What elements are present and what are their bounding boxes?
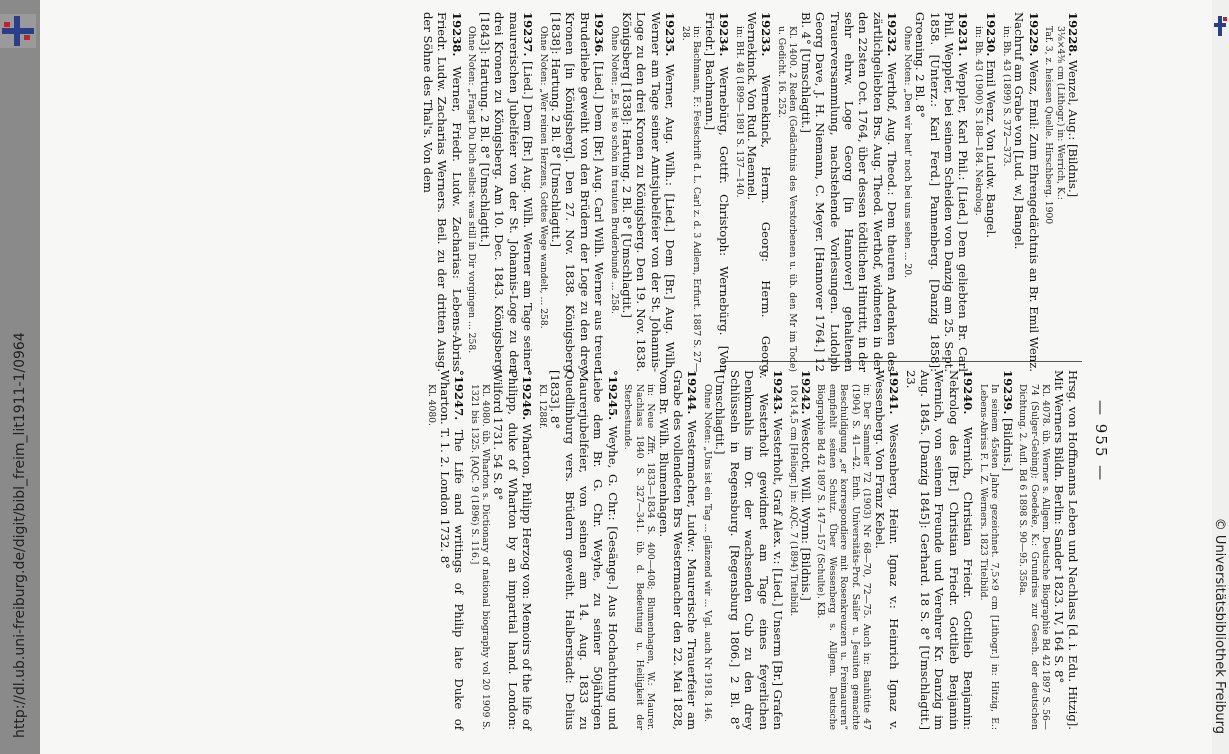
entry-number: °19246. bbox=[520, 370, 535, 421]
entry-body: Kl. 1288f. bbox=[536, 384, 548, 430]
entry-note: Ohne Noten: „Den wir heut' noch bei uns sehen ... 20. bbox=[901, 26, 913, 278]
entry-number: 19242. bbox=[798, 370, 813, 415]
copyright-notice: © Universitätsbibliothek Freiburg bbox=[1212, 517, 1227, 734]
entry-body: in: BH. 48 (1899—1891 S. 137—140. bbox=[733, 26, 745, 198]
bibliography-entry bbox=[537, 12, 606, 372]
bibliography-entry bbox=[815, 370, 901, 730]
entry-number: 19243. bbox=[771, 370, 786, 415]
bibliography-entry bbox=[903, 370, 975, 730]
entry-heading: Wessenberg, Heinr. Ignaz v.: Heinrich Ignaz v. Wessenberg. Von Franz Kebel. bbox=[872, 370, 902, 730]
entry-number: 19236. bbox=[592, 12, 607, 57]
page-url[interactable]: http://dl.ub.uni-freiburg.de/digit/bibl_freim_lit1911-1/0964 bbox=[12, 332, 28, 738]
bibliography-entry bbox=[1000, 12, 1040, 372]
bibliography-entry bbox=[536, 370, 620, 730]
entry-heading: [Lied.] Dem [Br.] Aug. Carl Wilh. Werner aus treuer Bruderliebe geweiht von den Brüdern der Loge zu den drey Kronen [in Königsberg]. Den 27. Nov. 1838. Königsberg [1838]: Hartung. 2 Bl. 8° [Umschlagtit.] bbox=[548, 12, 607, 372]
entry-body: in: Neue Zffr. 1833—1834 S. 400—408; Blumenhagen, W.: Maurer. Nachlass 1840 S. 327—341. üb. d. Bedeutung u. Heiligkeit der Sterbestunde. bbox=[622, 384, 657, 730]
bibliography-entry bbox=[1043, 12, 1080, 372]
entry-number: 19239. bbox=[1000, 370, 1015, 415]
entry-number: 19229. bbox=[1026, 12, 1041, 57]
unibib-logo-icon bbox=[1214, 14, 1228, 38]
bibliography-entry bbox=[733, 12, 773, 372]
entry-note: Ohne Noten: „Fragst Du Dich selbst: was still in Dir vorgingen ... 258. bbox=[466, 26, 478, 354]
bibliography-entry bbox=[977, 370, 1014, 730]
entry-heading: Westermacher, Ludw.: Maurerische Trauerfeier am Grabe des vollendeten Brs Westermacher den 22. Mai 1828, vom Br. Wilh. Blumenhagen. bbox=[656, 370, 700, 730]
entry-heading: [Lied.] Dem [Br.] Aug. Wilh. Werner am Tage seiner maurerischen Jubelfeier von der St. Johannis-Loge zu den drei Kronen zu Königsberg. Am 10. Dec. 1843. Königsberg [1843]: Hartung. 2 Bl. 8° [Umschlagtit.] bbox=[477, 12, 536, 372]
entry-note: Kl. 1400. 2 Reden (Gedächtnis des Verstorbenen u. üb. den Mr im Tode) u. Gedicht. 16. 252. bbox=[775, 26, 799, 372]
rotated-page-content bbox=[100, 0, 1110, 754]
entry-heading: Werner, Friedr. Ludw. Zacharias: Lebens-Abriss Friedr. Ludw. Zacharias Werners. Beil. zu der dritten Ausg. der Söhne des Thal's. Von dem bbox=[421, 12, 464, 372]
entry-heading: Wenzel, Aug.: [Bildnis.] bbox=[1066, 56, 1080, 198]
entry-heading: Hrsg. von Hoffmanns Leben und Nachlass [d. i. Edu. Hitzig]. Mit Werners Bildn. Berlin: Sander 1823. IV, 164 S. 8° bbox=[1051, 370, 1080, 730]
entry-note: Taf. 3, z. heissen Quelle. Hirschberg. 1900 bbox=[1043, 26, 1055, 225]
page-url-label-wrap bbox=[8, 0, 36, 754]
entry-heading: [Bildnis.] bbox=[1000, 414, 1015, 472]
bibliography-entry bbox=[466, 12, 535, 372]
bibliography-entry bbox=[421, 12, 464, 372]
entry-heading: Wharton, Philipp Herzog von: Memoirs of the life of Philipp, duke of Wharton by an impartial hand. London: Wilford 1731. 54 S. 8° bbox=[491, 370, 535, 730]
entry-number: 19228. bbox=[1066, 12, 1080, 57]
entry-body: in: Bh. 43 (1900) S. 188—184. Nekrolog. bbox=[972, 26, 984, 216]
entry-heading: Weppler, Karl Phil.: [Lied.] Dem geliebten Br. Carl Phil. Weppler, bei seinem Scheiden von Danzig am 25. Sept. 1858. [Unterz.: Karl Ferd.] Pannenberg. [Danzig 1858]: Groening. 2 Bl. 8° bbox=[913, 12, 971, 372]
entry-body: 3⅛×4⅜ cm (Lithogr.) in: Werrich, K.: bbox=[1054, 26, 1066, 200]
entry-heading: Wernich, Christian Friedr. Gottlieb Benjamin: Nekrolog des [Br.] Christian Friedr. Gottlieb Benjamin Wernich, von seinem Freunde und Verehrer Kr. Danzig im Aug. 1845. [Danzig 1845]: Gerhard. 18 S. 8° [Umschlagtit.] 23. bbox=[903, 370, 976, 730]
entry-note: Kl. 4078. üb. Werner s. Allgem. Deutsche Biographie Bd 42 1897 S. 56—74 (Sulger-Gebing); Goedeke, K.: Grundriss zur Gesch. der deutschen Dichtung. 2. Aufl. Bd 6 1898 S. 90—95. 358a. bbox=[1017, 384, 1052, 730]
entry-number: °19245. bbox=[605, 370, 620, 421]
entry-body: Kl. 4080. bbox=[426, 384, 438, 426]
entry-heading: Westerholt, Graf Alex. v.: [Lied.] Unserm [Br.] Grafen v. Westerholt gewidmet am Tage eines feyerlichen Denkmahls im Or. der wachsenden Cub zu den drey Schlüsseln in Regensburg. [Regensburg 1806.] 2 Bl. 8° [Umschlagtit.] bbox=[713, 370, 786, 730]
bibliography-entry bbox=[679, 12, 731, 372]
entry-note: Ohne Noten: „Wer reinen Herzens, Gottes Wege wandelt, ... 258. bbox=[537, 26, 549, 329]
entry-body: in: Bachmann, F.: Festschrift d. L. Carl z. d. 3 Adlern, Erfurt. 1887 S. 27—28. bbox=[679, 26, 703, 372]
left-column bbox=[419, 12, 1080, 372]
entry-number: 19240. bbox=[961, 370, 976, 415]
entry-heading: Werthof, Aug. Theod.: Dem theuren Andenken des zärtlichgeliebten Brs. Aug. Theod. Werthof, widmeten in der den 22sten Oct. 1764, über dessen tödtlichen Hintritt, in der sehr ehrw. Loge Georg [in Hannover] gehaltenen Trauerversammlung, nachstehende Vorlesungen. Ludolph Georg Dave, J. H. Niemann, C. Meyer. [Hannover 1764.] 12 Bl. 4° [Umschlagtit.] bbox=[798, 12, 900, 372]
entry-number: 19231. bbox=[956, 12, 971, 57]
entry-number: 19235. bbox=[663, 12, 678, 57]
entry-note: Ohne Noten: „Uns ist ein Tag ... glänzend wir ... Vgl. auch Nr 1918. 146. bbox=[702, 384, 713, 722]
entry-heading: Emil Wenz. Von Ludw. Bangel. bbox=[984, 56, 999, 238]
bibliography-entry bbox=[622, 370, 700, 730]
entry-number: 19244. bbox=[685, 370, 700, 415]
bibliography-entry bbox=[702, 370, 786, 730]
entry-body: in: Der Sammler 72 (1903) Nr 68—70, 72—75. Auch in: Bauhütte 47 (1904) S. 41—42. Enth. Universitäts-Prof. Sailer u. Jesuiten gemachte Beschuldigung „er korrespondiere mit Rosenkreuzern u. Freimaurern“ empfiehlt seinen Schutz. Über Wessenberg s. Allgem. Deutsche Biographie Bd 42 1897 S. 147—157 (Schulte). KB. bbox=[815, 384, 873, 730]
entry-body: in: Bh. 43 (1899) S. 372—373. bbox=[1000, 26, 1012, 167]
bibliography-entry bbox=[426, 370, 466, 730]
bibliography-entry bbox=[901, 12, 970, 372]
page-number: — 955 — bbox=[1092, 400, 1110, 483]
entry-note: Ohne Noten: „Es ist so schön im trauten Bruderbunde ... 258. bbox=[608, 26, 620, 314]
bibliography-entry bbox=[972, 12, 998, 372]
entry-heading: Wernebürg, Gottfr. Christoph: Wernebürg. [Von Friedr.] Bachmann.] bbox=[702, 12, 732, 372]
right-column bbox=[424, 370, 1080, 730]
bibliography-entry bbox=[1017, 370, 1080, 730]
entry-number: 19232. bbox=[885, 12, 900, 57]
entry-heading: Wenz, Emil: Zum Ehrengedächtnis an Br. Emil Wenz. Nachruf am Grabe von [Lud. w.] Bangel. bbox=[1012, 12, 1041, 372]
copyright-label-wrap bbox=[1185, 0, 1227, 754]
entry-body: 10×14,5 cm [Heliogr.] in: AQC. 7 (1894) Titelbild. bbox=[787, 384, 799, 617]
entry-number: 19233. bbox=[759, 12, 774, 57]
entry-number: 19237. bbox=[521, 12, 536, 57]
entry-heading: Weyhe, G. Chr.: [Gesänge.] Aus Hochachtung und Liebe dem Br. G. Chr. Weyhe, zu seiner 50jährigen Maurerjubelfeier, von seinen am 14. Aug. 1833 zu Quedlinburg vers. Brüdern geweiht. Halberstadt: Delius [1833]. 8° bbox=[548, 370, 620, 730]
bibliography-entry bbox=[775, 12, 899, 372]
entry-heading: Wernekinck, Herm. Georg: Herm. Georg Wernekinck. Von Rud. Maennel. bbox=[745, 12, 774, 372]
entry-number: 19234. bbox=[717, 12, 732, 57]
bibliography-entry bbox=[468, 370, 534, 730]
entry-body: In seinem 45sten Jahre gezeichnet. 7,5×9 cm [Lithogr.] in: Hitzig, E.: Lebens-Abriss F. L. Z. Werners. 1823 Titelbild. bbox=[977, 384, 1001, 730]
entry-heading: The Life and writings of Philip late Duke of Wharton. T. 1. 2. London 1732. 8° bbox=[437, 370, 467, 730]
entry-number: 19241. bbox=[887, 370, 902, 415]
entry-number: 19238. bbox=[449, 12, 464, 57]
bibliography-entry bbox=[608, 12, 677, 372]
entry-body: Kl. 4080. üb. Wharton s. Dictionary of national biography vol 20 1909 S. 1321 bis 1325. [AQC. 9 (1896) S. 116.] bbox=[468, 384, 492, 730]
bibliography-entry bbox=[787, 370, 813, 730]
entry-number: 19230. bbox=[984, 12, 999, 57]
entry-heading: Westcott, Will. Wynn: [Bildnis.] bbox=[798, 414, 813, 601]
entry-heading: Werner, Aug. Wilh.: [Lied.] Dem [Br.] Aug. Wilh. Werner am Tage seiner Amtsjubelfeier von der St. Johannis-Loge zu den drei Kronen zu Königsberg. Den 19. Nov. 1838. Königsberg [1838]: Hartung. 2 Bl. 8° [Umschlagtit.] bbox=[620, 12, 678, 372]
entry-number: °19247. bbox=[452, 370, 467, 421]
